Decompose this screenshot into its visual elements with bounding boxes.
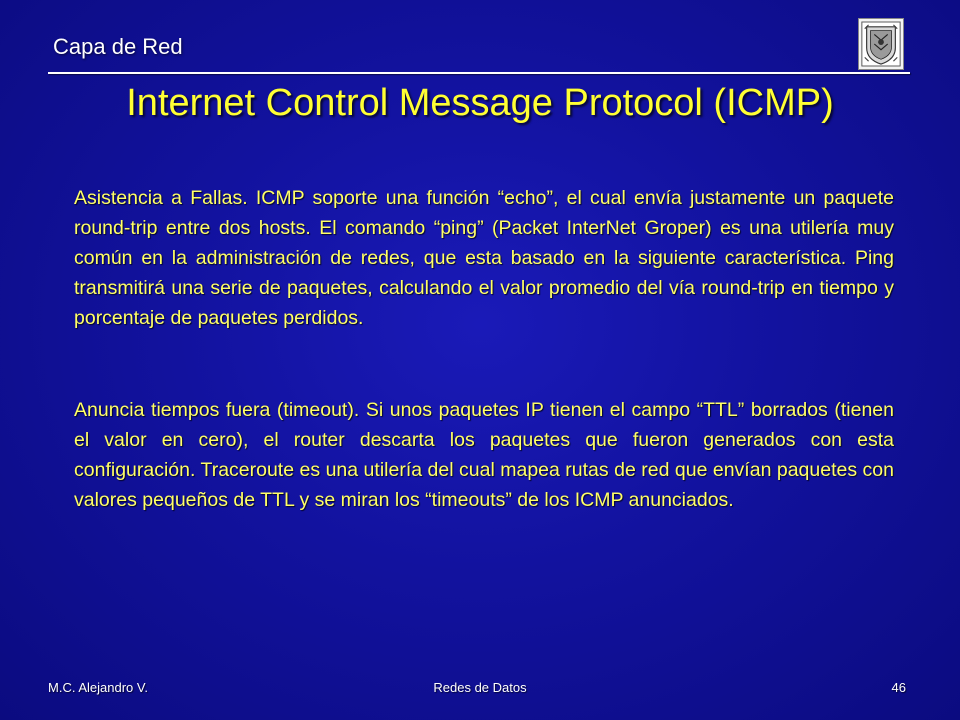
- university-crest-icon: [858, 18, 904, 70]
- slide-title: Internet Control Message Protocol (ICMP): [126, 82, 834, 124]
- footer-course: Redes de Datos: [433, 680, 527, 695]
- footer-author: M.C. Alejandro V.: [48, 680, 148, 695]
- paragraph-asistencia-fallas: Asistencia a Fallas. ICMP soporte una función “echo”, el cual envía justamente un paquete round-trip entre dos hosts. El comando “ping” (Packet InterNet Groper) es una utilería muy común en la administración de redes, que esta basado en la siguiente característica. Ping transmitirá una serie de paquetes, calculando el valor promedio del vía round-trip en tiempo y porcentaje de paquetes perdidos.: [74, 187, 894, 329]
- header-divider: [48, 72, 910, 74]
- section-label: Capa de Red: [53, 34, 183, 59]
- page-number: 46: [891, 680, 906, 695]
- paragraph-anuncia-timeout: Anuncia tiempos fuera (timeout). Si unos paquetes IP tienen el campo “TTL” borrados (tienen el valor en cero), el router descarta los paquetes que fueron generados con esta configuración. Traceroute es una utilería del cual mapea rutas de red que envían paquetes con valores pequeños de TTL y se miran los “timeouts” de los ICMP anunciados.: [74, 399, 894, 511]
- university-crest-graphic: [859, 19, 903, 69]
